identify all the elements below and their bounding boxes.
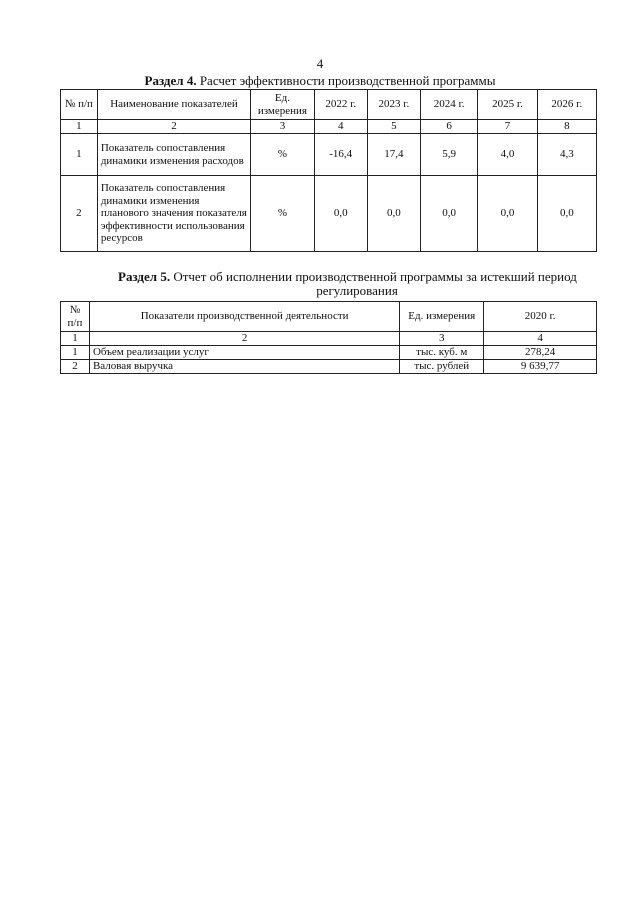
section-5-table bbox=[60, 301, 597, 374]
row-value: 4,0 bbox=[478, 134, 537, 176]
row-unit: тыс. куб. м bbox=[400, 346, 484, 360]
row-value: 17,4 bbox=[367, 134, 420, 176]
section-4-title-bold: Раздел 4. bbox=[144, 73, 197, 88]
col-number: 8 bbox=[537, 120, 596, 134]
row-value: 9 639,77 bbox=[484, 360, 597, 374]
row-value: 0,0 bbox=[478, 176, 537, 252]
section-4-table bbox=[60, 89, 597, 252]
section-5-title-text: Отчет об исполнении производственной программы за истекший период bbox=[170, 269, 577, 284]
row-name: Валовая выручка bbox=[89, 360, 399, 374]
row-value: 4,3 bbox=[537, 134, 596, 176]
header-year: 2025 г. bbox=[478, 90, 537, 120]
row-num: 1 bbox=[61, 346, 90, 360]
row-name: Объем реализации услуг bbox=[89, 346, 399, 360]
row-unit: % bbox=[251, 176, 314, 252]
col-number: 2 bbox=[97, 120, 250, 134]
row-name: Показатель сопоставления динамики изменения расходов bbox=[97, 134, 250, 176]
section-5-title bbox=[118, 270, 596, 298]
row-num: 2 bbox=[61, 176, 98, 252]
header-year: 2026 г. bbox=[537, 90, 596, 120]
table-header-row bbox=[61, 90, 597, 120]
row-num: 2 bbox=[61, 360, 90, 374]
column-number-row bbox=[61, 120, 597, 134]
col-number: 1 bbox=[61, 332, 90, 346]
header-year: 2022 г. bbox=[314, 90, 367, 120]
col-number: 1 bbox=[61, 120, 98, 134]
table-row bbox=[61, 346, 597, 360]
row-value: 0,0 bbox=[314, 176, 367, 252]
section-5-title-line2: регулирования bbox=[316, 283, 398, 298]
row-value: 0,0 bbox=[421, 176, 478, 252]
col-number: 4 bbox=[484, 332, 597, 346]
col-number: 3 bbox=[251, 120, 314, 134]
section-5-title-bold: Раздел 5. bbox=[118, 269, 171, 284]
table-row bbox=[61, 134, 597, 176]
page-number: 4 bbox=[316, 56, 324, 71]
row-value: 5,9 bbox=[421, 134, 478, 176]
header-unit: Ед. измерения bbox=[400, 302, 484, 332]
header-year: 2023 г. bbox=[367, 90, 420, 120]
header-unit: Ед. измерения bbox=[251, 90, 314, 120]
header-year: 2020 г. bbox=[484, 302, 597, 332]
header-num: № п/п bbox=[61, 302, 90, 332]
table-row bbox=[61, 360, 597, 374]
col-number: 5 bbox=[367, 120, 420, 134]
row-unit: % bbox=[251, 134, 314, 176]
header-num: № п/п bbox=[61, 90, 98, 120]
header-name: Наименование показателей bbox=[97, 90, 250, 120]
row-num: 1 bbox=[61, 134, 98, 176]
row-value: 278,24 bbox=[484, 346, 597, 360]
row-unit: тыс. рублей bbox=[400, 360, 484, 374]
col-number: 3 bbox=[400, 332, 484, 346]
col-number: 6 bbox=[421, 120, 478, 134]
row-value: 0,0 bbox=[367, 176, 420, 252]
table-header-row bbox=[61, 302, 597, 332]
row-value: -16,4 bbox=[314, 134, 367, 176]
header-year: 2024 г. bbox=[421, 90, 478, 120]
table-row bbox=[61, 176, 597, 252]
col-number: 4 bbox=[314, 120, 367, 134]
row-name: Показатель сопоставления динамики изменения планового значения показателя эффективности использования ресурсов bbox=[97, 176, 250, 252]
col-number: 7 bbox=[478, 120, 537, 134]
column-number-row bbox=[61, 332, 597, 346]
row-value: 0,0 bbox=[537, 176, 596, 252]
section-4-title-text: Расчет эффективности производственной программы bbox=[196, 73, 496, 88]
col-number: 2 bbox=[89, 332, 399, 346]
header-name: Показатели производственной деятельности bbox=[89, 302, 399, 332]
section-4-title bbox=[0, 74, 640, 88]
